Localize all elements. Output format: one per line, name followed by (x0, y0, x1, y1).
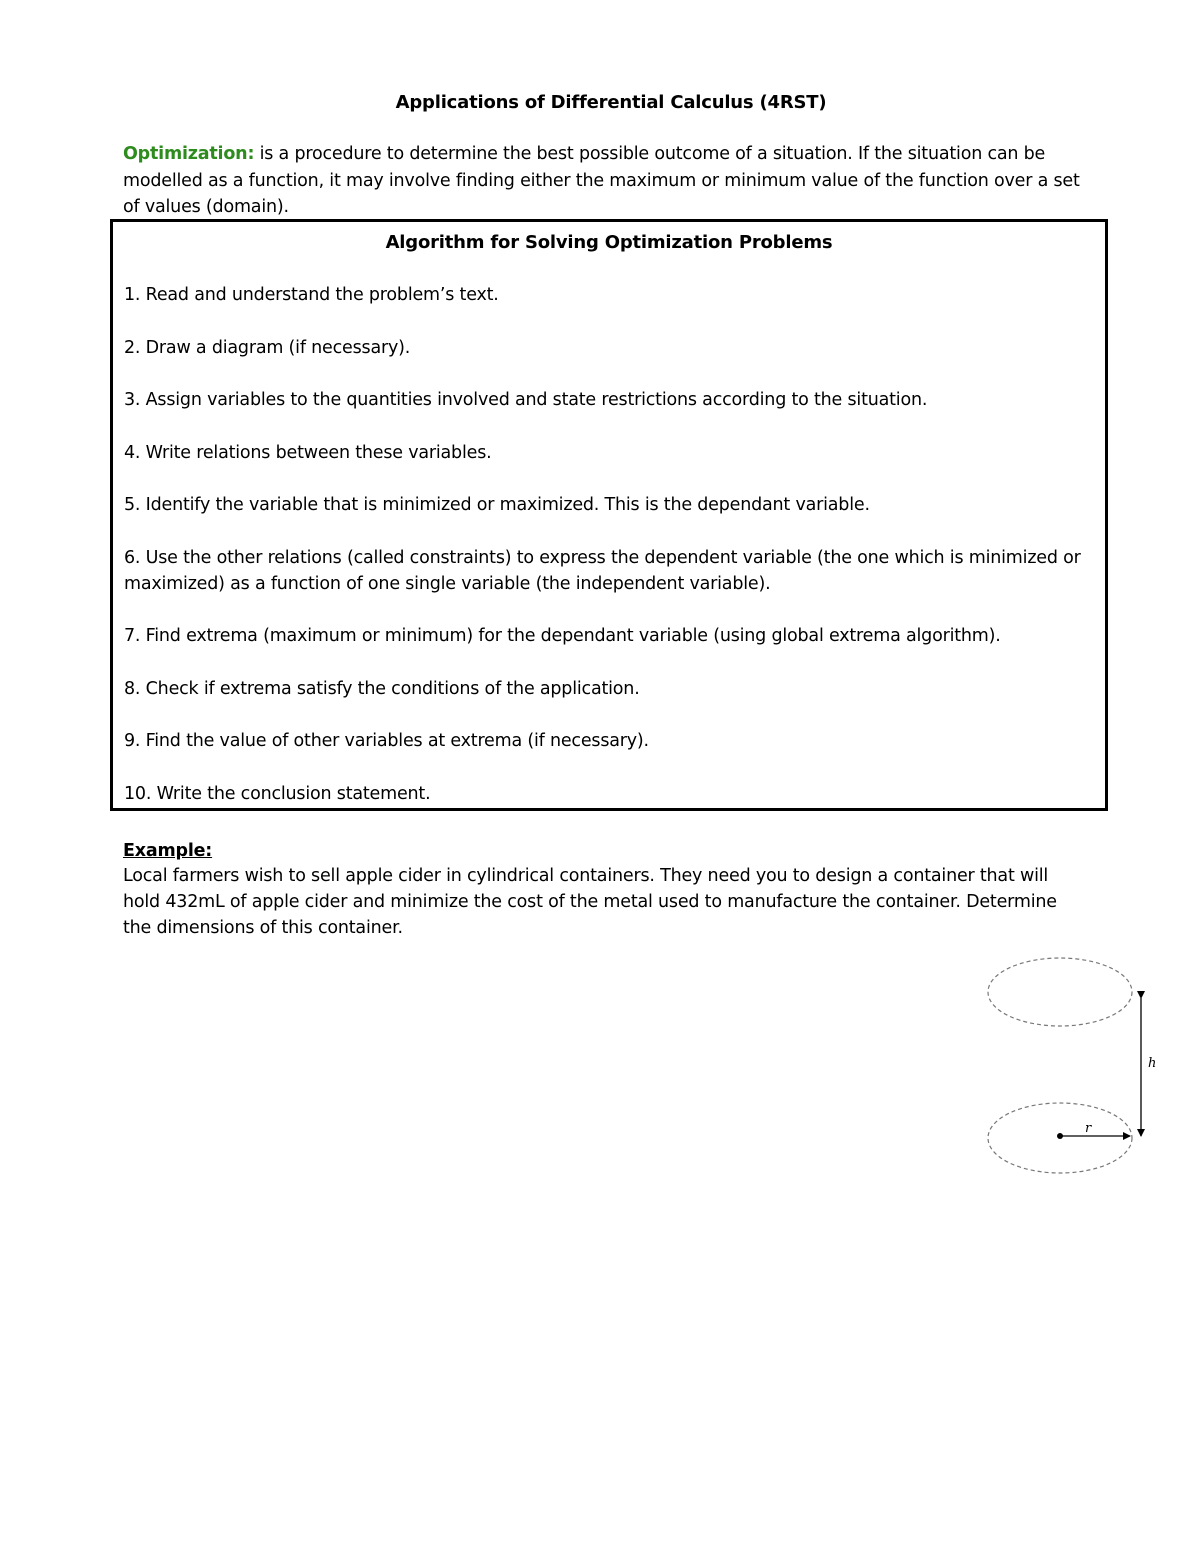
algorithm-step: 3. Assign variables to the quantities involved and state restrictions according to the situation. (124, 390, 928, 410)
algorithm-step: 7. Find extrema (maximum or minimum) for the dependant variable (using global extrema algorithm). (124, 626, 1001, 646)
optimization-term: Optimization: (123, 144, 255, 164)
optimization-definition (123, 141, 1088, 221)
cylinder-diagram (975, 950, 1175, 1190)
optimization-definition-text: is a procedure to determine the best possible outcome of a situation. If the situation can be modelled as a function, it may involve finding either the maximum or minimum value of the function over a set of values (domain). (123, 144, 1080, 217)
algorithm-step: 2. Draw a diagram (if necessary). (124, 337, 411, 358)
algorithm-step: 4. Write relations between these variables. (124, 442, 492, 463)
cylinder-top-ellipse (988, 958, 1132, 1026)
height-label: h (1148, 1056, 1157, 1071)
algorithm-step: 6. Use the other relations (called constraints) to express the dependent variable (the one which is minimized or maximized) as a function of one single variable (the independent variable). (124, 547, 1081, 594)
algorithm-step: 8. Check if extrema satisfy the conditions of the application. (124, 678, 640, 699)
algorithm-step: 1. Read and understand the problem’s text. (124, 285, 499, 305)
algorithm-steps (124, 282, 1097, 807)
radius-label: r (1085, 1121, 1092, 1136)
example-heading: Example: (123, 841, 213, 861)
algorithm-step: 5. Identify the variable that is minimized or maximized. This is the dependant variable. (124, 495, 870, 515)
page-title: Applications of Differential Calculus (4RST) (395, 92, 827, 113)
algorithm-title: Algorithm for Solving Optimization Problems (385, 232, 833, 253)
algorithm-step: 9. Find the value of other variables at extrema (if necessary). (124, 731, 649, 751)
algorithm-step: 10. Write the conclusion statement. (124, 783, 431, 804)
algorithm-box (110, 219, 1108, 811)
example-problem-text: Local farmers wish to sell apple cider in cylindrical containers. They need you to design a container that will hold 432mL of apple cider and minimize the cost of the metal used to manufacture the container. Determine the dimensions of this container. (123, 866, 1057, 938)
